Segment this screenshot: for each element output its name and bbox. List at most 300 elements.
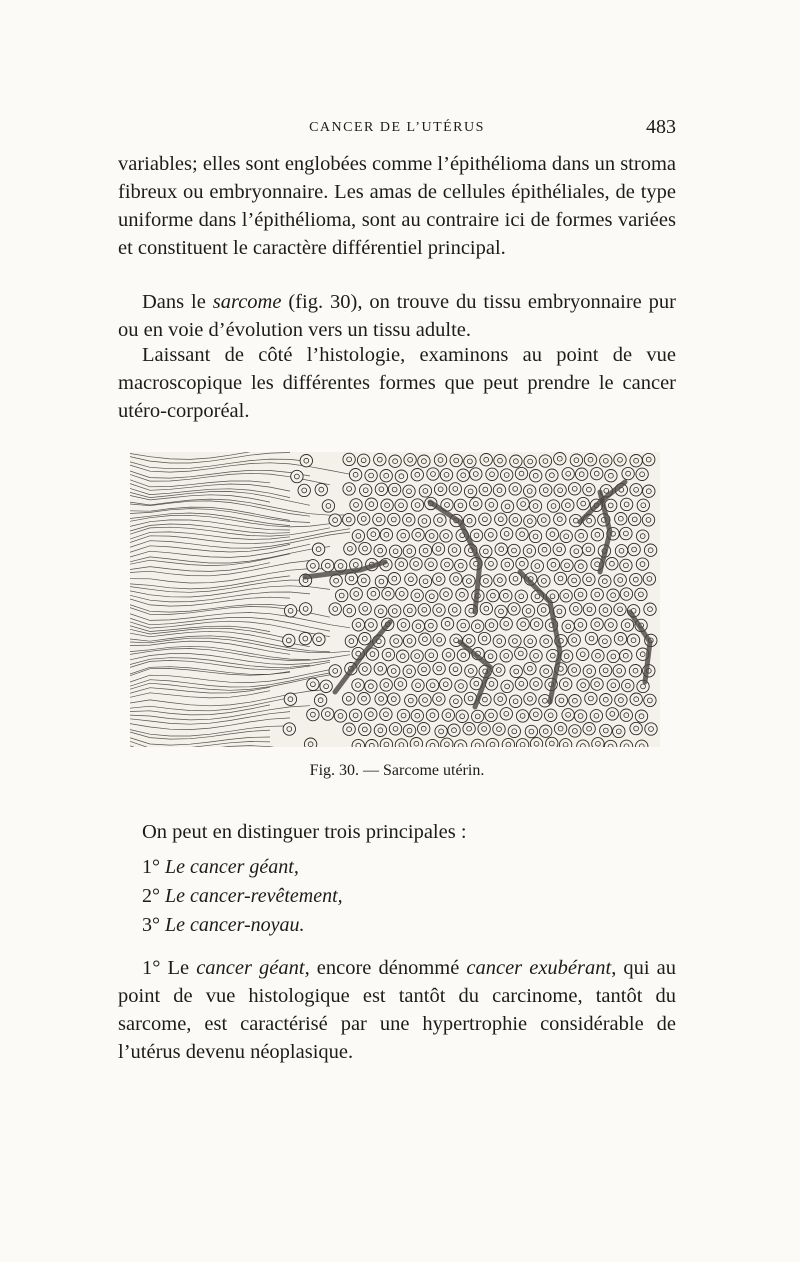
cell — [463, 575, 475, 587]
cell — [411, 650, 423, 662]
cell — [425, 619, 437, 631]
cell — [501, 469, 513, 481]
cell — [575, 530, 587, 542]
paragraph-text: Laissant de côté l’histologie, examinons au point de vue macroscopique les différentes formes que peut prendre le cancer utéro-corporéal. — [118, 344, 676, 422]
cell — [485, 619, 497, 631]
cell — [547, 559, 559, 571]
cell — [599, 604, 611, 616]
cell — [365, 469, 377, 481]
cell — [478, 632, 490, 644]
cell — [592, 650, 604, 662]
cell — [515, 590, 527, 602]
cell — [494, 693, 506, 705]
cell — [530, 708, 542, 720]
fiber-line — [130, 605, 290, 613]
cell — [630, 455, 642, 467]
cell — [382, 648, 394, 660]
cell — [545, 709, 557, 721]
cell — [397, 619, 409, 631]
cell — [637, 499, 649, 511]
cell — [509, 635, 521, 647]
cell — [320, 680, 332, 692]
cell — [643, 453, 655, 465]
cell — [530, 738, 542, 747]
cell — [562, 468, 574, 480]
cell — [380, 470, 392, 482]
cell — [479, 513, 491, 525]
cell — [382, 588, 394, 600]
cell — [560, 590, 572, 602]
cell — [344, 543, 356, 555]
cell — [432, 543, 444, 555]
cell — [591, 678, 603, 690]
cell — [419, 694, 431, 706]
cell — [448, 724, 460, 736]
cell — [614, 603, 626, 615]
list-number: 2° — [142, 885, 160, 907]
cell — [494, 574, 506, 586]
cell — [524, 485, 536, 497]
cell — [607, 589, 619, 601]
cell — [524, 515, 536, 527]
cell — [442, 649, 454, 661]
cell — [329, 514, 341, 526]
cell — [553, 543, 565, 555]
fiber-line — [130, 673, 330, 687]
cell — [389, 723, 401, 735]
cell — [358, 513, 370, 525]
paragraph-text: Dans le sarcome (fig. 30), on trouve du tissu embryonnaire pur ou en voie d’évolution vers un tissu adulte. — [118, 291, 677, 341]
cell — [577, 648, 589, 660]
cell — [434, 454, 446, 466]
fiber-line — [130, 547, 330, 564]
cell — [365, 498, 377, 510]
cell — [613, 725, 625, 737]
fiber-line — [130, 746, 310, 747]
cell — [427, 468, 439, 480]
cell — [644, 694, 656, 706]
cell — [636, 558, 648, 570]
cell — [410, 558, 422, 570]
cell — [524, 662, 536, 674]
figure-sarcome-uterin — [130, 452, 660, 747]
cell — [629, 665, 641, 677]
histology-illustration — [130, 452, 660, 747]
cell — [575, 560, 587, 572]
cell — [486, 468, 498, 480]
cell — [585, 692, 597, 704]
cell — [441, 738, 453, 747]
cell — [525, 725, 537, 737]
cell — [523, 545, 535, 557]
cell — [440, 469, 452, 481]
cell — [547, 500, 559, 512]
cell — [389, 455, 401, 467]
cell — [604, 740, 616, 747]
fiber-line — [130, 515, 350, 527]
cell — [583, 603, 595, 615]
cell — [530, 618, 542, 630]
cell — [577, 497, 589, 509]
cell — [574, 619, 586, 631]
cell — [352, 530, 364, 542]
cell — [472, 620, 484, 632]
cell — [455, 559, 467, 571]
cell — [538, 544, 550, 556]
cell — [480, 545, 492, 557]
cell — [307, 560, 319, 572]
cell — [524, 635, 536, 647]
cell — [508, 544, 520, 556]
cell — [569, 695, 581, 707]
cell — [367, 528, 379, 540]
cell — [291, 470, 303, 482]
cell — [500, 618, 512, 630]
cell — [630, 722, 642, 734]
cell — [554, 722, 566, 734]
cell — [509, 483, 521, 495]
cell — [600, 455, 612, 467]
cell — [540, 484, 552, 496]
cell — [500, 528, 512, 540]
cell — [560, 530, 572, 542]
list-number: 3° — [142, 914, 160, 936]
cell — [478, 723, 490, 735]
cell — [304, 738, 316, 747]
cell — [463, 515, 475, 527]
cell — [480, 602, 492, 614]
cell — [599, 635, 611, 647]
cell — [515, 678, 527, 690]
fiber-line — [130, 667, 290, 675]
paragraph-sarcome — [118, 288, 676, 344]
cell — [574, 588, 586, 600]
cell — [470, 468, 482, 480]
cell — [426, 590, 438, 602]
cell — [405, 694, 417, 706]
cell — [374, 544, 386, 556]
cell — [358, 693, 370, 705]
cell — [607, 679, 619, 691]
cell — [440, 588, 452, 600]
cell — [515, 467, 527, 479]
cell — [486, 738, 498, 747]
cell — [620, 559, 632, 571]
cell — [614, 454, 626, 466]
fiber-line — [130, 563, 270, 572]
cell — [300, 455, 312, 467]
cell — [411, 710, 423, 722]
cell — [538, 514, 550, 526]
fiber-line — [130, 499, 350, 515]
cell — [642, 514, 654, 526]
cell — [555, 694, 567, 706]
cell — [501, 500, 513, 512]
cell — [450, 573, 462, 585]
cell — [480, 575, 492, 587]
cell — [390, 635, 402, 647]
cell — [560, 678, 572, 690]
cell — [472, 710, 484, 722]
cell — [343, 604, 355, 616]
cell — [322, 559, 334, 571]
cell — [569, 483, 581, 495]
cell — [622, 467, 634, 479]
cell — [502, 738, 514, 747]
cell — [605, 470, 617, 482]
cell — [644, 544, 656, 556]
cell — [628, 543, 640, 555]
cell — [388, 573, 400, 585]
cell — [615, 545, 627, 557]
cell — [359, 542, 371, 554]
list-label: Le cancer géant, — [165, 856, 299, 878]
cell — [636, 468, 648, 480]
cell — [568, 574, 580, 586]
cell — [456, 710, 468, 722]
cell — [388, 513, 400, 525]
cell — [515, 647, 527, 659]
cell — [314, 694, 326, 706]
cell — [509, 514, 521, 526]
cell — [433, 573, 445, 585]
cell — [517, 618, 529, 630]
cell — [493, 664, 505, 676]
cell — [607, 650, 619, 662]
cell — [352, 679, 364, 691]
cell — [359, 663, 371, 675]
cell — [501, 680, 513, 692]
cell — [570, 603, 582, 615]
fiber-line — [130, 712, 290, 725]
cell — [315, 483, 327, 495]
cell — [449, 663, 461, 675]
cell — [450, 695, 462, 707]
cell — [359, 633, 371, 645]
cell — [313, 633, 325, 645]
cell — [307, 678, 319, 690]
cell — [411, 589, 423, 601]
cell — [418, 723, 430, 735]
term-cancer-geant: cancer géant — [196, 957, 305, 979]
cell — [576, 468, 588, 480]
cell — [403, 665, 415, 677]
cell — [480, 454, 492, 466]
cell — [435, 725, 447, 737]
cell — [375, 575, 387, 587]
cell — [433, 662, 445, 674]
term-cancer-exuberant: cancer exubérant — [466, 957, 612, 979]
cell — [554, 453, 566, 465]
fiber-line — [130, 484, 290, 492]
cell — [516, 739, 528, 747]
cell — [329, 665, 341, 677]
cell — [620, 498, 632, 510]
cell — [531, 560, 543, 572]
cell — [343, 453, 355, 465]
cell — [404, 454, 416, 466]
fiber-line — [130, 586, 330, 597]
cell — [529, 500, 541, 512]
cell — [426, 709, 438, 721]
cell — [357, 454, 369, 466]
cell — [538, 575, 550, 587]
cell — [599, 664, 611, 676]
cell — [365, 708, 377, 720]
cell — [622, 679, 634, 691]
cell — [591, 588, 603, 600]
cell — [600, 694, 612, 706]
cell — [403, 635, 415, 647]
cell — [425, 558, 437, 570]
page-number: 483 — [646, 116, 676, 138]
cell — [359, 603, 371, 615]
cell — [412, 620, 424, 632]
cell — [298, 484, 310, 496]
cell — [365, 619, 377, 631]
cell — [524, 455, 536, 467]
cell — [403, 514, 415, 526]
cell — [577, 679, 589, 691]
cell — [561, 559, 573, 571]
cell — [517, 498, 529, 510]
fiber-line — [130, 628, 290, 639]
cell — [530, 470, 542, 482]
cell — [411, 499, 423, 511]
cell — [606, 558, 618, 570]
cell — [374, 724, 386, 736]
cell — [312, 543, 324, 555]
cell — [449, 604, 461, 616]
cell — [367, 588, 379, 600]
cell — [614, 633, 626, 645]
cell — [465, 665, 477, 677]
cell — [442, 709, 454, 721]
cell — [441, 618, 453, 630]
cell — [494, 454, 506, 466]
cell — [570, 545, 582, 557]
cell — [516, 710, 528, 722]
cell — [419, 633, 431, 645]
cell — [412, 529, 424, 541]
fiber-line — [130, 658, 310, 668]
cell — [345, 635, 357, 647]
cell — [322, 708, 334, 720]
cell — [630, 573, 642, 585]
cell — [485, 709, 497, 721]
cell — [450, 454, 462, 466]
cell — [448, 544, 460, 556]
cell — [299, 603, 311, 615]
cell — [635, 588, 647, 600]
cell — [307, 708, 319, 720]
cell — [373, 513, 385, 525]
cell — [336, 589, 348, 601]
cell — [374, 663, 386, 675]
cell — [620, 650, 632, 662]
cell — [343, 513, 355, 525]
cell — [620, 527, 632, 539]
paragraph-continuation — [118, 150, 676, 262]
list-number: 1° — [142, 856, 160, 878]
cell — [516, 558, 528, 570]
cell — [410, 738, 422, 748]
cell — [629, 513, 641, 525]
cell — [554, 513, 566, 525]
list-label: Le cancer-noyau. — [165, 914, 305, 936]
cell — [500, 708, 512, 720]
cell — [562, 620, 574, 632]
cell — [388, 693, 400, 705]
cell — [380, 708, 392, 720]
cell — [583, 723, 595, 735]
cell — [403, 485, 415, 497]
paragraph-intro-list — [118, 818, 676, 846]
cell — [539, 455, 551, 467]
forms-list — [142, 853, 343, 940]
running-head: CANCER DE L’UTÉRUS — [309, 120, 485, 135]
cell — [644, 603, 656, 615]
fiber-line — [130, 544, 290, 552]
cell — [464, 455, 476, 467]
cell — [343, 723, 355, 735]
cell — [637, 530, 649, 542]
cell — [284, 693, 296, 705]
cell — [457, 469, 469, 481]
cell — [284, 605, 296, 617]
fiber-line — [130, 513, 290, 526]
cell — [396, 588, 408, 600]
cell — [419, 485, 431, 497]
figure-caption: Fig. 30. — Sarcome utérin. — [309, 762, 485, 779]
paragraph-text: On peut en distinguer trois principales : — [142, 821, 467, 843]
cell — [329, 603, 341, 615]
fiber-line — [130, 527, 330, 536]
fiber-line — [130, 452, 310, 459]
cell — [493, 635, 505, 647]
cell — [546, 469, 558, 481]
cell — [388, 665, 400, 677]
cell — [395, 499, 407, 511]
cell — [510, 455, 522, 467]
paragraph-text: 1° Le cancer géant, encore dénommé cancer exubérant, qui au point de vue histologique est tantôt du carcinome, tantôt du sarcome, est caractérisé par une hypertrophie considérable de l’utérus devenu néoplasique. — [118, 957, 676, 1063]
cell — [330, 575, 342, 587]
cell — [365, 680, 377, 692]
cell — [495, 513, 507, 525]
cell — [360, 484, 372, 496]
cell — [433, 693, 445, 705]
cell — [585, 632, 597, 644]
cell — [405, 573, 417, 585]
cell — [583, 483, 595, 495]
cell — [562, 499, 574, 511]
cell — [395, 470, 407, 482]
cell — [516, 528, 528, 540]
cell — [569, 725, 581, 737]
cell — [419, 544, 431, 556]
cell — [614, 574, 626, 586]
cell — [540, 665, 552, 677]
cell — [434, 483, 446, 495]
cell — [645, 723, 657, 735]
cell — [375, 693, 387, 705]
cell — [322, 500, 334, 512]
cell — [485, 529, 497, 541]
cell — [592, 738, 604, 747]
cell — [620, 709, 632, 721]
cell — [380, 529, 392, 541]
cell — [388, 483, 400, 495]
